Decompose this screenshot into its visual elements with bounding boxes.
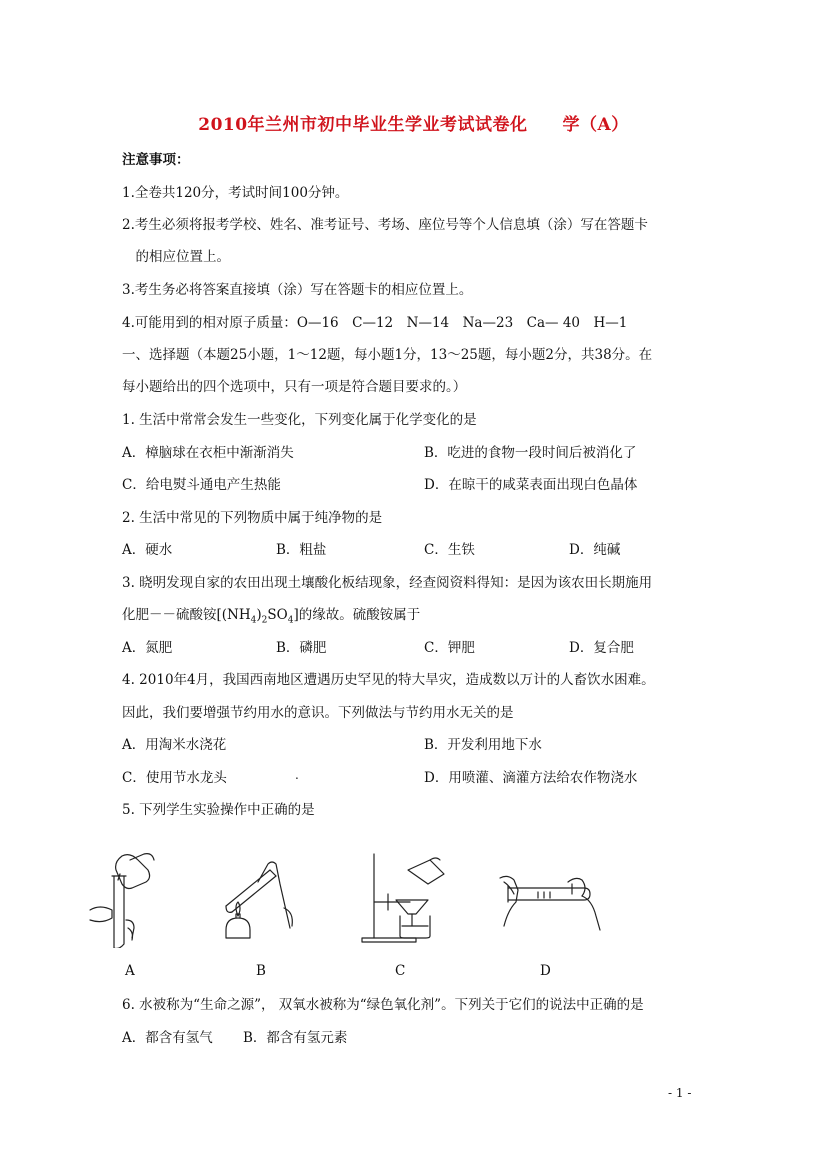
q4-option-d: D．用喷灌、滴灌方法给农作物浇水 <box>424 770 638 786</box>
q3-option-c: C．钾肥 <box>424 640 475 656</box>
notice-heading: 注意事项： <box>122 152 190 168</box>
notice-1: 1.全卷共120分，考试时间100分钟。 <box>122 185 349 201</box>
q1-option-c: C．给电熨斗通电产生热能 <box>122 477 281 493</box>
figure-a-pouring-test-tube <box>86 848 166 948</box>
q2-option-c: C．生铁 <box>424 542 475 558</box>
q2-option-b: B．粗盐 <box>276 542 327 558</box>
q4-option-c: C．使用节水龙头 <box>122 770 227 786</box>
q4-stem-1: 4. 2010年4月，我国西南地区遭遇历史罕见的特大旱灾，造成数以万计的人畜饮水困难。 <box>122 672 655 688</box>
stray-dot: . <box>295 768 299 782</box>
q2-option-a: A．硬水 <box>122 542 173 558</box>
q3-stem-1: 3. 晓明发现自家的农田出现土壤酸化板结现象，经查阅资料得知：是因为该农田长期施用 <box>122 575 653 591</box>
figure-label-d: D <box>540 963 551 979</box>
q6-stem: 6. 水被称为“生命之源”， 双氧水被称为“绿色氧化剂”。下列关于它们的说法中正确的是 <box>122 997 644 1013</box>
notice-4: 4.可能用到的相对原子质量：O—16 C—12 N—14 Na—23 Ca— 40 H—1 <box>122 315 628 331</box>
q1-option-d: D．在晾干的咸菜表面出现白色晶体 <box>424 477 638 493</box>
q1-stem: 1. 生活中常常会发生一些变化，下列变化属于化学变化的是 <box>122 412 477 428</box>
q4-option-a: A．用淘米水浇花 <box>122 737 227 753</box>
q6-option-a: A．都含有氢气 <box>122 1030 213 1046</box>
q3-stem-2: 化肥－－硫酸铵$[(NH_4)_2SO_4]$的缘故。硫酸铵属于 <box>122 607 421 626</box>
section-heading-2: 每小题给出的四个选项中，只有一项是符合题目要求的。） <box>122 379 467 395</box>
notice-2: 2.考生必须将报考学校、姓名、准考证号、考场、座位号等个人信息填（涂）写在答题卡 <box>122 217 648 233</box>
page-number: - 1 - <box>668 1086 692 1100</box>
figure-c-filtration <box>360 848 460 948</box>
q5-stem: 5. 下列学生实验操作中正确的是 <box>122 802 315 818</box>
exam-title: 2010年兰州市初中毕业生学业考试试卷化 学（A） <box>198 115 629 135</box>
q2-stem: 2. 生活中常见的下列物质中属于纯净物的是 <box>122 510 383 526</box>
q3-option-d: D．复合肥 <box>569 640 634 656</box>
q1-option-b: B．吃进的食物一段时间后被消化了 <box>424 445 637 461</box>
q4-stem-2: 因此，我们要增强节约用水的意识。下列做法与节约用水无关的是 <box>122 705 514 721</box>
notice-2-cont: 的相应位置上。 <box>122 249 230 265</box>
q2-option-d: D．纯碱 <box>569 542 621 558</box>
figure-label-b: B <box>256 963 266 979</box>
q3-option-a: A．氮肥 <box>122 640 173 656</box>
q4-option-b: B．开发利用地下水 <box>424 737 542 753</box>
figure-d-shaking-test-tube <box>494 848 604 948</box>
figure-label-c: C <box>395 963 406 979</box>
section-heading-1: 一、选择题（本题25小题，1～12题，每小题1分，13～25题，每小题2分，共38分。在 <box>122 347 653 363</box>
figure-b-heating-test-tube <box>214 848 304 948</box>
notice-3: 3.考生务必将答案直接填（涂）写在答题卡的相应位置上。 <box>122 282 473 298</box>
q1-option-a: A．樟脑球在衣柜中渐渐消失 <box>122 445 294 461</box>
q6-option-b: B．都含有氢元素 <box>243 1030 348 1046</box>
q3-option-b: B．磷肥 <box>276 640 327 656</box>
figure-label-a: A <box>125 963 135 979</box>
